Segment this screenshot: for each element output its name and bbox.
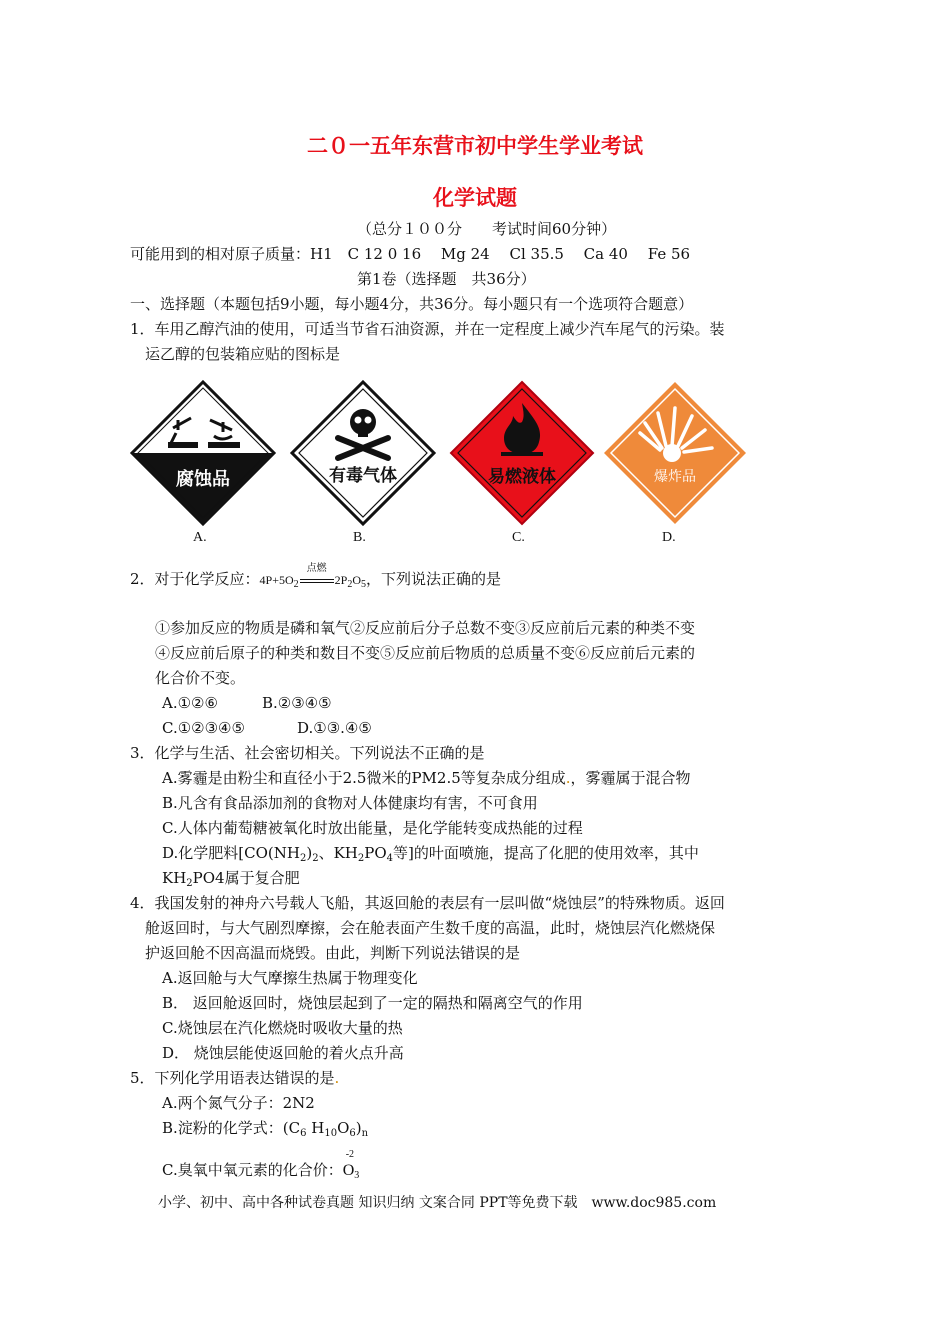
q4-stem-line2: 舱返回时，与大气剧烈摩擦，会在舱表面产生数千度的高温，此时，烧蚀层汽化燃烧保: [145, 919, 716, 937]
atomic-mass-line: 可能用到的相对原子质量：H1 C 12 0 16 Mg 24 Cl 35.5 Ca 40 Fe 56: [130, 245, 691, 263]
footer-text: 小学、初中、高中各种试卷真题 知识归纳 文案合同 PPT等免费下载 www.doc985.com: [158, 1195, 717, 1211]
section-heading: 一、选择题（本题包括9小题，每小题4分，共36分。每小题只有一个选项符合题意）: [130, 295, 694, 313]
q4-option-b: B． 返回舱返回时，烧蚀层起到了一定的隔热和隔离空气的作用: [162, 994, 583, 1012]
q4-stem-line1: 4．我国发射的神舟六号载人飞船，其返回舱的表层有一层叫做“烧蚀层”的特殊物质。返回: [130, 894, 725, 912]
q4-option-d: D． 烧蚀层能使返回舱的着火点升高: [162, 1044, 404, 1062]
q1-option-c-label: C.: [512, 530, 525, 545]
q3-option-d-line1: D.化学肥料[$CO(NH_2)_2$、$KH_2PO_4$等]的叶面喷施，提高了化肥的使用效率，其中: [162, 844, 699, 864]
q1-option-a-label: A.: [193, 530, 207, 545]
q3-option-a: A.雾霾是由粉尘和直径小于2.5微米的PM2.5等复杂成分组成.，雾霾属于混合物: [162, 769, 691, 787]
q2-statement-line2: ④反应前后原子的种类和数目不变⑤反应前后物质的总质量不变⑥反应前后元素的: [155, 644, 696, 662]
corrosive-sign-text: 腐蚀品: [176, 469, 230, 490]
q4-option-c: C.烧蚀层在汽化燃烧时吸收大量的热: [162, 1019, 403, 1037]
q2-prefix: 2．对于化学反应：: [130, 570, 260, 588]
q5-option-c: C.臭氧中氧元素的化合价： -2 O3: [162, 1149, 360, 1181]
q5-option-a: A.两个氮气分子：2N2: [162, 1094, 315, 1112]
q2-option-b: B.②③④⑤: [262, 694, 332, 712]
q2-statement-line3: 化合价不变。: [155, 669, 246, 687]
q5-option-b: B.淀粉的化学式：($C_6$ $H_{10}O_6)_n$: [162, 1119, 369, 1139]
q2-condition: 点燃: [306, 563, 327, 574]
q3-option-d-line2: $KH_2PO4$属于复合肥: [162, 869, 300, 889]
toxic-sign-text: 有毒气体: [329, 466, 397, 486]
q1-stem-line1: 1．车用乙醇汽油的使用，可适当节省石油资源，并在一定程度上减少汽车尾气的污染。装: [130, 320, 725, 338]
corrosive-sign-icon: [128, 378, 278, 528]
q2-option-c: C.①②③④⑤: [162, 719, 245, 737]
exam-meta: （总分１００分 考试时间60分钟）: [357, 220, 617, 238]
q5-stem: 5．下列化学用语表达错误的是.: [130, 1069, 340, 1087]
flammable-sign-text: 易燃液体: [488, 467, 556, 487]
q4-option-a: A.返回舱与大气摩擦生热属于物理变化: [162, 969, 418, 987]
q2-option-d: D.①③.④⑤: [297, 719, 372, 737]
q2-suffix: ，下列说法正确的是: [366, 570, 502, 588]
explosive-sign-text: 爆炸品: [654, 469, 696, 485]
q2-equation: $4P+5O_2$ 点燃 $2P_2O_5$: [260, 573, 366, 587]
q3-stem: 3．化学与生活、社会密切相关。下列说法不正确的是: [130, 744, 485, 762]
q1-option-b-label: B.: [353, 530, 366, 545]
q2-stem: [130, 563, 502, 592]
explosive-sign-icon: [600, 378, 750, 528]
volume-heading: 第1卷（选择题 共36分）: [357, 270, 536, 288]
q1-option-d-label: D.: [662, 530, 676, 545]
q1-stem-line2: 运乙醇的包装箱应贴的图标是: [145, 345, 341, 363]
q5-ozone-formula: -2 O3: [342, 1149, 360, 1181]
q3-option-b: B.凡含有食品添加剂的食物对人体健康均有害，不可食用: [162, 794, 538, 812]
q2-statement-line1: ①参加反应的物质是磷和氧气②反应前后分子总数不变③反应前后元素的种类不变: [155, 619, 696, 637]
flammable-sign-icon: [447, 378, 597, 528]
q3-option-c: C.人体内葡萄糖被氧化时放出能量，是化学能转变成热能的过程: [162, 819, 583, 837]
exam-title: 二０一五年东营市初中学生学业考试: [307, 133, 643, 158]
toxic-sign-icon: [288, 378, 438, 528]
exam-subtitle: 化学试题: [433, 185, 517, 210]
q4-stem-line3: 护返回舱不因高温而烧毁。由此，判断下列说法错误的是: [145, 944, 521, 962]
q2-option-a: A.①②⑥: [162, 694, 218, 712]
